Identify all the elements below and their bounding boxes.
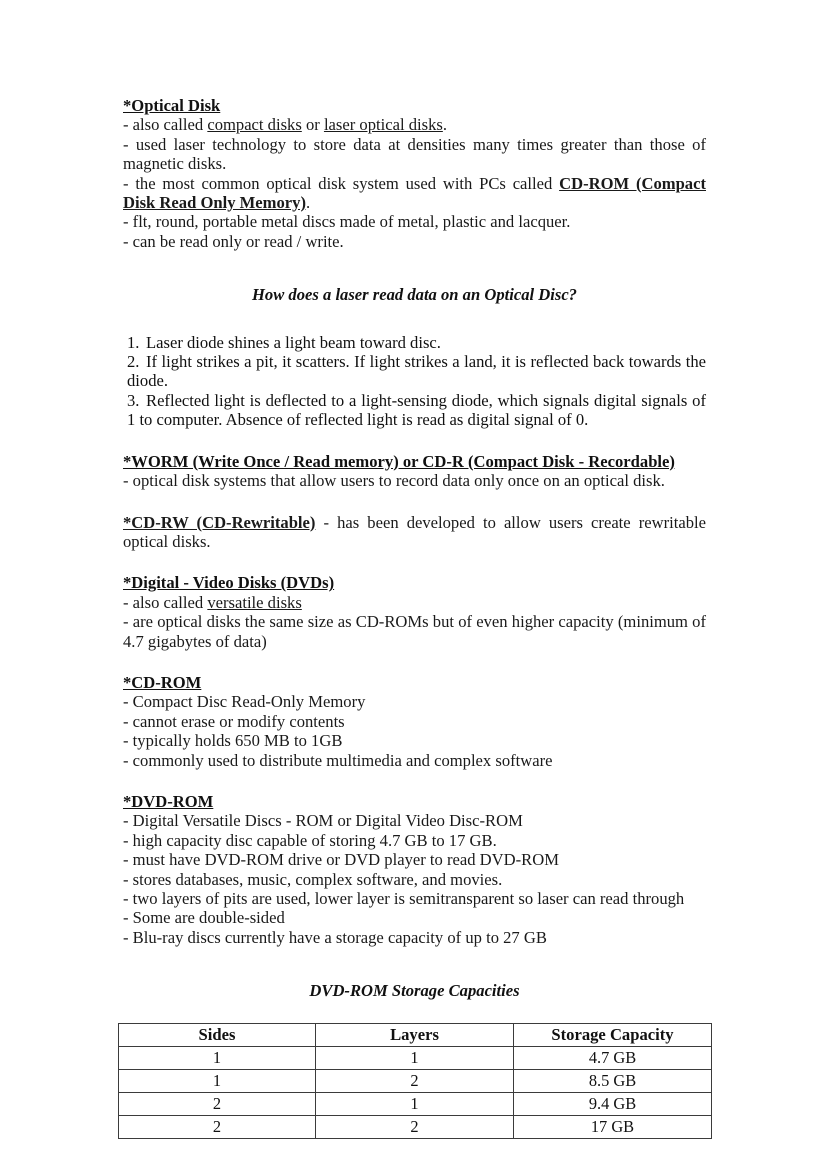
heading-cdrw: *CD-RW (CD-Rewritable) bbox=[123, 512, 316, 532]
spacer-before-cdrw bbox=[123, 491, 706, 513]
cell-sides: 2 bbox=[119, 1115, 316, 1138]
page-content bbox=[123, 96, 706, 1139]
table-row bbox=[119, 1046, 712, 1069]
spacer-before-table bbox=[123, 1001, 706, 1023]
term-versatile-disks: versatile disks bbox=[207, 592, 302, 612]
cdrom-bullet-4: - commonly used to distribute multimedia and complex software bbox=[123, 750, 553, 770]
heading-laser-question: How does a laser read data on an Optical Disc? bbox=[252, 285, 577, 305]
heading-optical-disk: *Optical Disk bbox=[123, 96, 221, 115]
heading-worm: *WORM (Write Once / Read memory) or CD-R (Compact Disk - Recordable) bbox=[123, 451, 675, 471]
term-cd-rom-expansion: CD-ROM (Compact Disk Read Only Memory) bbox=[123, 173, 706, 213]
table-header-layers: Layers bbox=[316, 1023, 514, 1046]
table-header-row bbox=[119, 1023, 712, 1046]
cdrom-bullet-3: - typically holds 650 MB to 1GB bbox=[123, 731, 343, 751]
dvd-line-2: - are optical disks the same size as CD-ROMs but of even higher capacity (minimum of 4.7 gigabytes of data) bbox=[123, 612, 706, 651]
spacer-before-laser-title bbox=[123, 251, 706, 285]
storage-capacity-table-wrap bbox=[118, 1023, 711, 1139]
spacer-before-table-title bbox=[123, 947, 706, 981]
dvdrom-bullet-2: - high capacity disc capable of storing 4.7 GB to 17 GB. bbox=[123, 830, 497, 850]
cell-layers: 2 bbox=[316, 1069, 514, 1092]
optical-disk-line-3 bbox=[123, 174, 706, 213]
optical-disk-line-4: - flt, round, portable metal discs made of metal, plastic and lacquer. bbox=[123, 212, 571, 232]
cell-capacity: 8.5 GB bbox=[514, 1069, 712, 1092]
laser-step-2 bbox=[123, 352, 706, 391]
cell-layers: 1 bbox=[316, 1092, 514, 1115]
line3-post: . bbox=[305, 193, 311, 213]
cell-capacity: 17 GB bbox=[514, 1115, 712, 1138]
dvdrom-bullet-3: - must have DVD-ROM drive or DVD player to read DVD-ROM bbox=[123, 850, 559, 870]
heading-cdrom: *CD-ROM bbox=[123, 672, 202, 692]
dvdrom-bullet-4: - stores databases, music, complex software, and movies. bbox=[123, 869, 503, 889]
table-header-storage-capacity: Storage Capacity bbox=[514, 1023, 712, 1046]
line1-post: . bbox=[442, 115, 447, 135]
cell-sides: 2 bbox=[119, 1092, 316, 1115]
dvd-line-1 bbox=[123, 593, 706, 612]
dvdrom-bullet-7: - Blu-ray discs currently have a storage capacity of up to 27 GB bbox=[123, 927, 547, 947]
term-laser-optical-disks: laser optical disks bbox=[323, 115, 443, 135]
laser-step-1 bbox=[123, 333, 706, 352]
storage-capacity-table bbox=[118, 1023, 712, 1139]
dvdrom-bullet-1: - Digital Versatile Discs - ROM or Digital Video Disc-ROM bbox=[123, 811, 523, 831]
cell-sides: 1 bbox=[119, 1069, 316, 1092]
table-row bbox=[119, 1092, 712, 1115]
spacer-before-dvdrom bbox=[123, 770, 706, 792]
cell-layers: 1 bbox=[316, 1046, 514, 1069]
worm-body: - optical disk systems that allow users to record data only once on an optical disk. bbox=[123, 471, 665, 491]
optical-disk-line-2: - used laser technology to store data at densities many times greater than those of magnetic disks. bbox=[123, 134, 706, 174]
laser-step-3-text: Reflected light is deflected to a light-sensing diode, which signals digital signals of 1 to computer. Absence of reflected light is read as digital signal of 0. bbox=[127, 390, 706, 430]
optical-disk-line-1 bbox=[123, 115, 706, 134]
laser-step-1-text: Laser diode shines a light beam toward disc. bbox=[146, 332, 441, 352]
laser-step-2-number: 2. bbox=[127, 352, 140, 372]
cell-sides: 1 bbox=[119, 1046, 316, 1069]
dvdrom-bullet-6: - Some are double-sided bbox=[123, 908, 285, 928]
cell-capacity: 4.7 GB bbox=[514, 1046, 712, 1069]
table-title: DVD-ROM Storage Capacities bbox=[309, 981, 520, 1001]
line1-pre: - also called bbox=[123, 115, 208, 135]
spacer-after-laser-title bbox=[123, 305, 706, 333]
cdrom-bullet-1: - Compact Disc Read-Only Memory bbox=[123, 692, 366, 712]
spacer-before-cdrom bbox=[123, 651, 706, 673]
laser-step-2-text: If light strikes a pit, it scatters. If light strikes a land, it is reflected back towards the diode. bbox=[127, 352, 706, 391]
laser-step-3 bbox=[123, 391, 706, 430]
cdrom-bullet-2: - cannot erase or modify contents bbox=[123, 711, 345, 731]
heading-digital-video-disks: *Digital - Video Disks (DVDs) bbox=[123, 573, 335, 593]
table-header-sides: Sides bbox=[119, 1023, 316, 1046]
line1-mid: or bbox=[301, 115, 324, 135]
cdrw-body: - has been developed to allow users create rewritable optical disks. bbox=[123, 512, 706, 551]
spacer-before-dvd bbox=[123, 551, 706, 573]
spacer-before-worm bbox=[123, 430, 706, 452]
dvdrom-bullet-5: - two layers of pits are used, lower layer is semitransparent so laser can read through bbox=[123, 889, 685, 908]
laser-step-3-number: 3. bbox=[127, 390, 140, 410]
dvd-line-1-pre: - also called bbox=[123, 592, 208, 612]
cell-layers: 2 bbox=[316, 1115, 514, 1138]
term-compact-disks: compact disks bbox=[207, 115, 302, 135]
table-row bbox=[119, 1069, 712, 1092]
optical-disk-line-5: - can be read only or read / write. bbox=[123, 231, 344, 251]
table-row bbox=[119, 1115, 712, 1138]
cell-capacity: 9.4 GB bbox=[514, 1092, 712, 1115]
cdrw-paragraph bbox=[123, 513, 706, 552]
line3-pre: - the most common optical disk system used with PCs called bbox=[123, 173, 560, 193]
laser-step-1-number: 1. bbox=[127, 332, 140, 352]
heading-dvdrom: *DVD-ROM bbox=[123, 791, 214, 811]
